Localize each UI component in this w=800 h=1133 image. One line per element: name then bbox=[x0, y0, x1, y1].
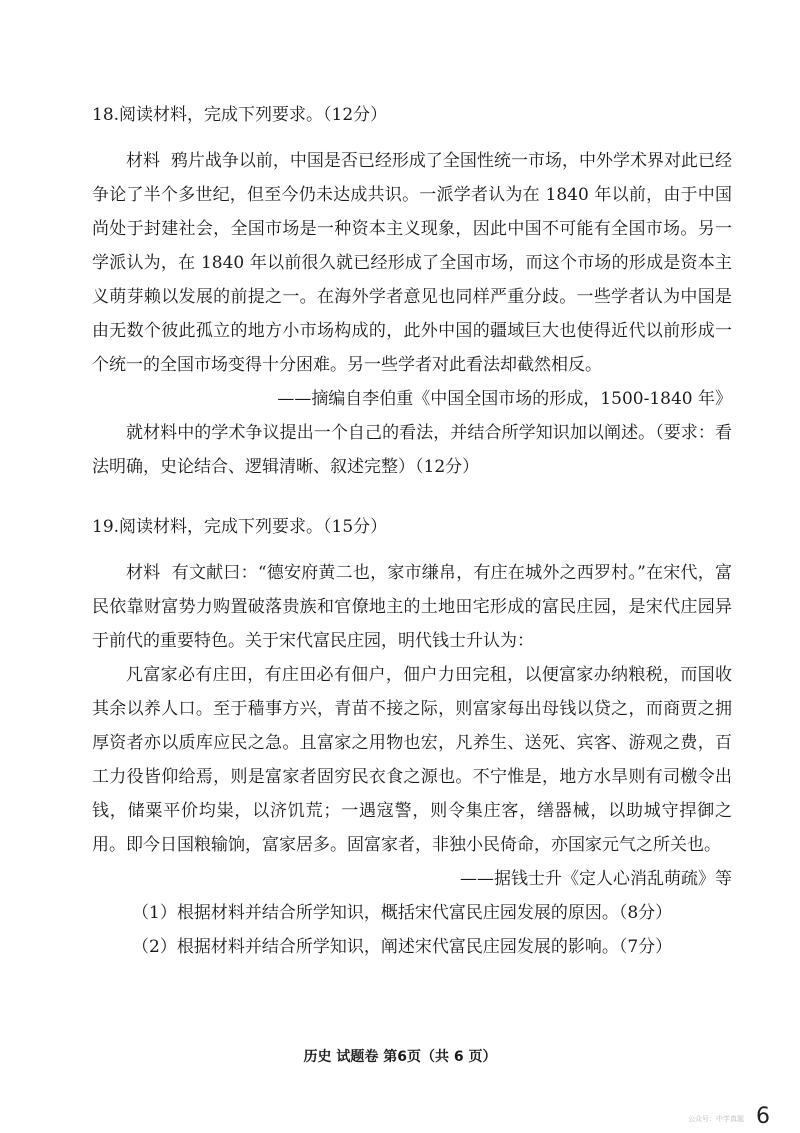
question-19-material bbox=[92, 556, 732, 658]
question-19-title: 19.阅读材料，完成下列要求。（15分） bbox=[92, 517, 388, 537]
question-19-source: ——据钱士升《定人心消乱萌疏》等 bbox=[460, 869, 732, 889]
question-18-source: ——摘编自李伯重《中国全国市场的形成，1500-1840 年》 bbox=[277, 389, 732, 409]
question-18-material bbox=[92, 144, 732, 382]
material-text: 有文献曰：“德安府黄二也，家市缣帛，有庄在城外之西罗村。”在宋代，富民依靠财富势力购置破落贵族和官僚地主的土地田宅形成的富民庄园，是宋代庄园异于前代的重要特色。关于宋代富民庄园，明代钱士升认为： bbox=[92, 563, 732, 651]
page-footer: 历史 试题卷 第6页（共 6 页） bbox=[303, 1049, 497, 1065]
material-label: 材料 bbox=[126, 151, 161, 171]
question-19 bbox=[92, 514, 732, 964]
question-19-quote: 凡富家必有庄田，有庄田必有佃户，佃户力田完租，以便富家办纳粮税，而国收其余以养人口。至于穑事方兴，青苗不接之际，则富家每出母钱以贷之，而商贾之拥厚资者亦以质库应民之急。且富家之用物也宏，凡养生、送死、宾客、游观之费，百工力役皆仰给焉，则是富家者固穷民衣食之源也。不宁惟是，地方水旱则有司檄令出钱，储粟平价均粜，以济饥荒；一遇寇警，则令集庄客，缮器械，以助城守捍御之用。即今日国粮输饷，富家居多。固富家者，非独小民倚命，亦国家元气之所关也。 bbox=[92, 665, 732, 855]
page-number: 6 bbox=[756, 1104, 770, 1129]
material-text: 鸦片战争以前，中国是否已经形成了全国性统一市场，中外学术界对此已经争论了半个多世纪，但至今仍未达成共识。一派学者认为在 1840 年以前，由于中国尚处于封建社会，全国市场是一种资本主义现象，因此中国不可能有全国市场。另一学派认为，在 1840 年以前很久就已经形成了全国市场，而这个市场的形成是资本主义萌芽赖以发展的前提之一。在海外学者意见也同样严重分歧。一些学者认为中国是由无数个彼此孤立的地方小市场构成的，此外中国的疆域巨大也使得近代以前形成一个统一的全国市场变得十分困难。另一些学者对此看法却截然相反。 bbox=[92, 151, 733, 375]
question-18-title: 18.阅读材料，完成下列要求。（12分） bbox=[92, 105, 388, 125]
watermark: 公众号：中学真题 bbox=[688, 1115, 744, 1123]
question-19-sub-1: （1）根据材料并结合所学知识，概括宋代富民庄园发展的原因。（8分） bbox=[132, 903, 673, 923]
question-18 bbox=[92, 102, 732, 484]
material-label: 材料 bbox=[126, 563, 161, 583]
question-19-sub-2: （2）根据材料并结合所学知识，阐述宋代富民庄园发展的影响。（7分） bbox=[132, 937, 673, 957]
question-18-task: 就材料中的学术争议提出一个自己的看法，并结合所学知识加以阐述。（要求：看法明确，史论结合、逻辑清晰、叙述完整）（12分） bbox=[92, 423, 732, 477]
